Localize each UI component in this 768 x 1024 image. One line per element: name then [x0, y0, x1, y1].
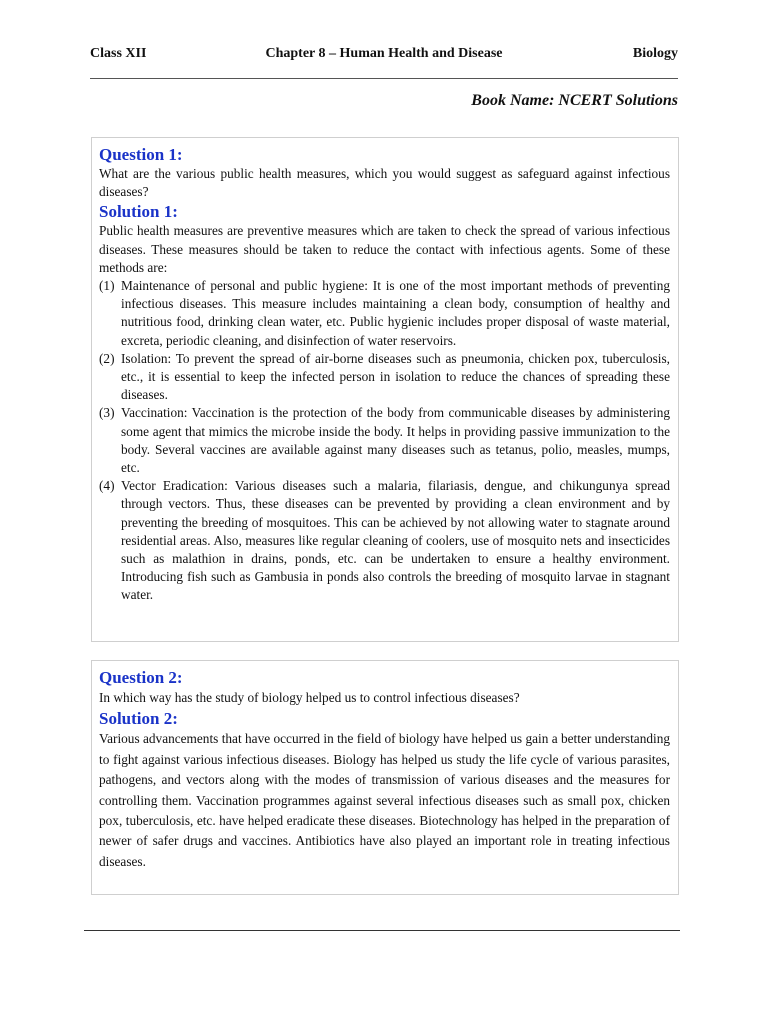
list-item-text: Maintenance of personal and public hygiene: It is one of the most important methods of preventing infectious diseases. This measure includes maintaining a clean body, consumption of healthy and nutritious food, drinking clean water, etc. Public hygienic includes proper disposal of waste material, excreta, periodic cleaning, and disinfection of water reservoirs. — [121, 278, 670, 348]
question-2-heading: Question 2: — [99, 668, 183, 687]
list-item-text: Isolation: To prevent the spread of air-borne diseases such as pneumonia, chicken pox, tuberculosis, etc., it is essential to keep the infected person in isolation to reduce the chances of spreading these diseases. — [121, 350, 670, 403]
question-1-box — [91, 137, 679, 642]
solution-2-heading: Solution 2: — [99, 709, 178, 729]
list-item — [99, 477, 670, 604]
subject-label: Biology — [632, 46, 678, 61]
list-item-number: (3) — [99, 405, 115, 421]
list-item-number: (1) — [99, 278, 115, 294]
question-1-text: What are the various public health measures, which you would suggest as safeguard against infectious diseases? — [99, 166, 670, 200]
solution-1-heading: Solution 1: — [99, 202, 178, 222]
list-item-text: Vector Eradication: Various diseases such a malaria, filariasis, dengue, and chikungunya spread through vectors. Thus, these diseases can be prevented by providing a clean environment and by preventing the breeding of mosquitoes. This can be achieved by not allowing water to stagnate around residential areas. Also, measures like regular cleaning of coolers, use of mosquito nets and insecticides such as malathion in drains, ponds, etc. can be undertaken to ensure a healthy environment. Introducing fish such as Gambusia in ponds also controls the breeding of mosquito larvae in stagnant water. — [121, 478, 670, 603]
solution-1-intro: Public health measures are preventive measures which are taken to check the spread of various infectious diseases. These measures should be taken to reduce the contact with infectious agents. Some of these methods are: — [99, 223, 670, 275]
footer-divider — [84, 930, 680, 931]
header-divider — [90, 78, 678, 79]
solution-2-answer: Various advancements that have occurred in the field of biology have helped us gain a better understanding to fight against various infectious diseases. Biology has helped us study the life cycle of various parasites, pathogens, and vectors along with the modes of transmission of various diseases and the measures for controlling them. Vaccination programmes against several infectious diseases such as small pox, chicken pox, tuberculosis, etc. have helped eradicate these diseases. Biotechnology has helped in the preparation of newer of safer drugs and vaccines. Antibiotics have also played an important role in treating infectious diseases. — [99, 731, 670, 869]
question-2-text: In which way has the study of biology helped us to control infectious diseases? — [99, 690, 520, 705]
measures-list — [99, 277, 670, 605]
question-1-heading: Question 1: — [99, 145, 183, 164]
list-item — [99, 404, 670, 477]
class-label: Class XII — [90, 46, 147, 61]
page-header — [90, 46, 678, 66]
list-item-text: Vaccination: Vaccination is the protection of the body from communicable diseases by administering some agent that mimics the microbe inside the body. It helps in providing passive immunization to the body. Several vaccines are available against many diseases such as tetanus, polio, measles, mumps, etc. — [121, 405, 670, 476]
list-item-number: (4) — [99, 478, 115, 494]
question-2-box — [91, 660, 679, 895]
book-name: Book Name: NCERT Solutions — [471, 92, 678, 109]
chapter-title: Chapter 8 – Human Health and Disease — [265, 46, 503, 61]
list-item — [99, 277, 670, 350]
list-item — [99, 350, 670, 405]
list-item-number: (2) — [99, 350, 115, 366]
